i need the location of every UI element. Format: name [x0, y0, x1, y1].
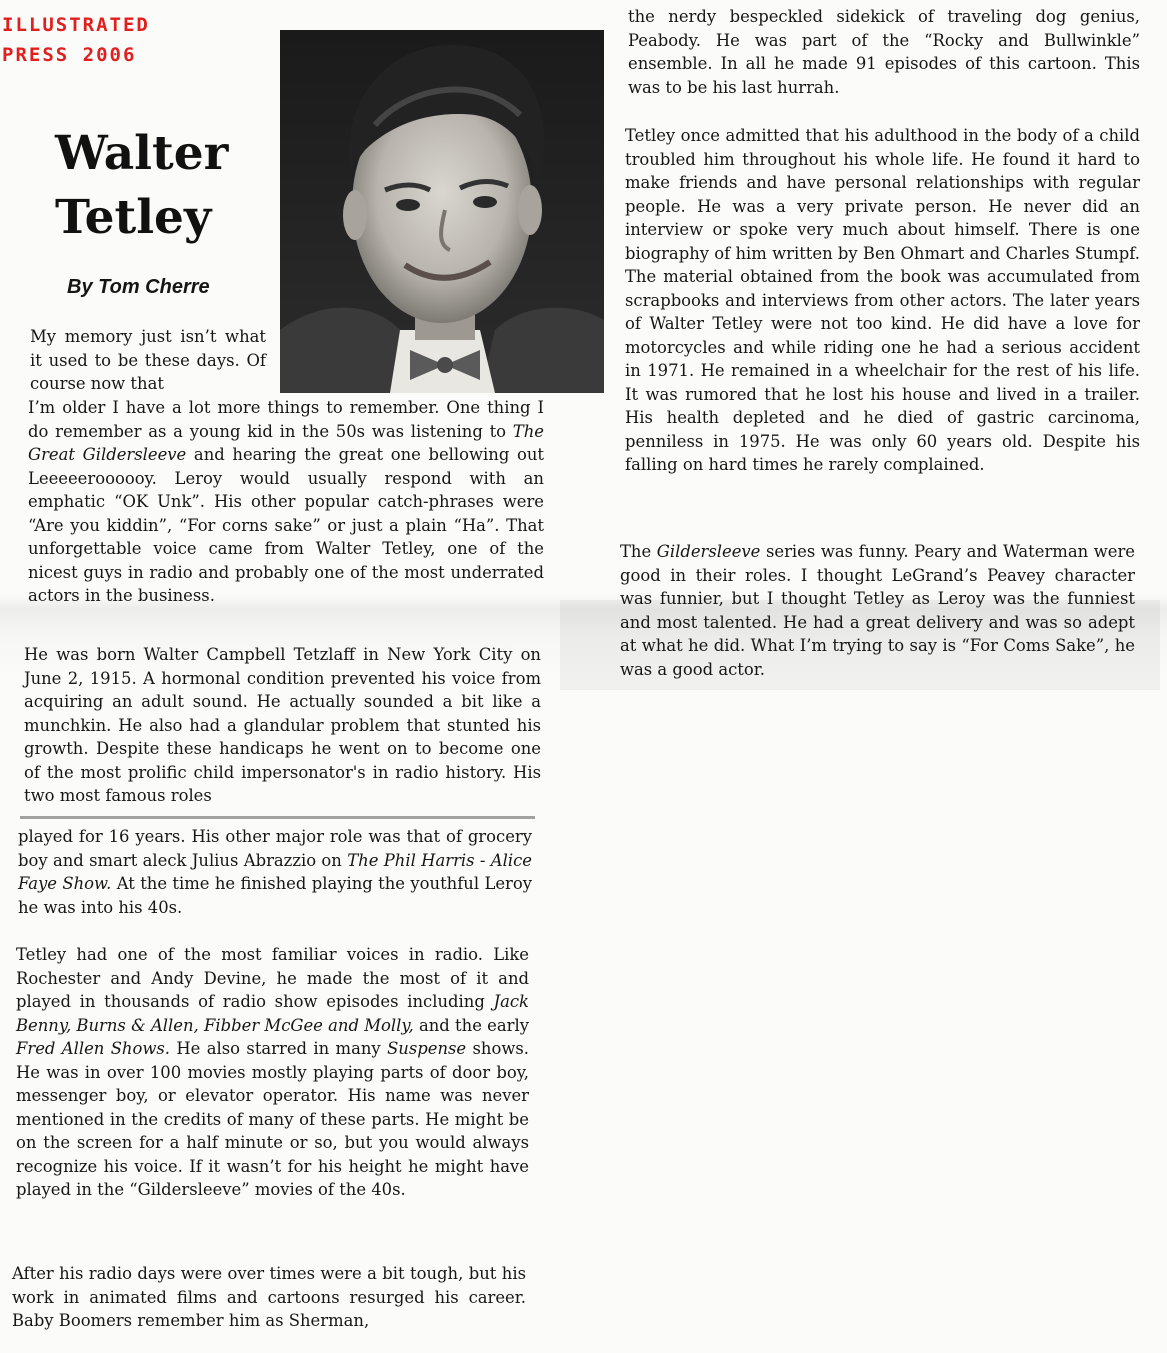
paragraph-3-text-a: played for 16 years. His other major role was that of grocery boy and smart aleck Julius Abrazzio on	[18, 827, 532, 870]
show-title-great-gildersleeve: The Great Gildersleeve	[28, 421, 544, 464]
paragraph-5	[12, 1262, 526, 1333]
title-line-2: Tetley	[55, 190, 212, 245]
masthead	[2, 10, 150, 70]
title-line-1: Walter	[55, 126, 229, 181]
paragraph-8-text-b: series was funny. Peary and Waterman were good in their roles. I thought LeGrand’s Peavey character was funnier, but I thought Tetley as Leroy was the funniest and most talented. He had a great delivery and was so adept at what he did. What I’m trying to say is “For Coms Sake”, he was a good actor.	[620, 542, 1135, 679]
show-title-fred-allen: Fred Allen Shows.	[16, 1039, 171, 1058]
show-titles-list: Jack Benny, Burns & Allen, Fibber McGee and Molly,	[16, 992, 529, 1035]
paragraph-3-text-b: At the time he finished playing the youthful Leroy he was into his 40s.	[18, 874, 532, 917]
paragraph-1-text-a: My memory just isn’t what it used to be these days. Of course now that	[30, 327, 266, 393]
masthead-line-2: PRESS 2006	[2, 44, 137, 66]
paragraph-4-text-b: and the early	[418, 1015, 529, 1035]
portrait-photo	[280, 30, 604, 393]
paragraph-1-text-c: and hearing the great one bellowing out Leeeeeroooooy. Leroy would usually respond with an emphatic “OK Unk”. His other popular catch-phrases were “Are you kiddin”, “For corns sake” or just a plain “Ha”. That unforgettable voice came from Walter Tetley, one of the nicest guys in radio and probably one of the most underrated actors in the business.	[28, 445, 544, 605]
paragraph-4	[16, 943, 529, 1202]
paragraph-5-text: After his radio days were over times were a bit tough, but his work in animated films and cartoons resurged his career. Baby Boomers remember him as Sherman,	[12, 1264, 526, 1330]
paragraph-1-body	[28, 396, 544, 608]
show-title-suspense: Suspense	[387, 1039, 467, 1058]
paragraph-1-text-b: I’m older I have a lot more things to remember. One thing I do remember as a young kid in the 50s was listening to	[28, 398, 544, 441]
show-title-phil-harris: The Phil Harris - Alice Faye Show.	[18, 850, 532, 893]
paragraph-7-text: Tetley once admitted that his adulthood in the body of a child troubled him throughout his whole life. He found it hard to make friends and have personal relationships with regular people. He was a very private person. He never did an interview or spoke very much about himself. There is one biography of him written by Ben Ohmart and Charles Stumpf. The material obtained from the book was accumulated from scrapbooks and interviews from other actors. The later years of Walter Tetley were not too kind. He did have a love for motorcycles and while riding one he had a serious accident in 1971. He remained in a wheelchair for the rest of his life. It was rumored that he lost his house and lived in a trailer. His health depleted and he died of gastric carcinoma, penniless in 1975. He was only 60 years old. Despite his falling on hard times he rarely complained.	[625, 126, 1140, 474]
paragraph-4-text-d: shows. He was in over 100 movies mostly playing parts of door boy, messenger boy, or elevator operator. His name was never mentioned in the credits of many of these parts. He might be on the screen for a half minute or so, but you would always recognize his voice. If it wasn’t for his height he might have played in the “Gildersleeve” movies of the 40s.	[16, 1039, 530, 1199]
paragraph-2-text: He was born Walter Campbell Tetzlaff in New York City on June 2, 1915. A hormonal condition prevented his voice from acquiring an adult sound. He actually sounded a bit like a munchkin. He also had a glandular problem that stunted his growth. Despite these handicaps he went on to become one of the most prolific child impersonator's in radio history. His two most famous roles	[24, 645, 541, 805]
paragraph-6-text: the nerdy bespeckled sidekick of traveling dog genius, Peabody. He was part of the “Rocky and Bullwinkle” ensemble. In all he made 91 episodes of this cartoon. This was to be his last hurrah.	[628, 7, 1140, 97]
byline: By Tom Cherre	[67, 276, 210, 298]
paragraph-8-text-a: The	[620, 542, 652, 561]
paragraph-4-text-a: Tetley had one of the most familiar voices in radio. Like Rochester and Andy Devine, he made the most of it and played in thousands of radio show episodes including	[16, 945, 529, 1011]
paragraph-2	[24, 643, 541, 808]
paragraph-4-text-c: He also starred in many	[176, 1039, 381, 1058]
paragraph-8	[620, 540, 1135, 681]
portrait-image	[280, 30, 604, 393]
clipped-text-line	[20, 812, 535, 822]
paragraph-1-intro	[30, 325, 266, 396]
show-title-gildersleeve: Gildersleeve	[656, 542, 761, 561]
paragraph-3	[18, 825, 532, 919]
article-title	[55, 122, 285, 250]
paragraph-6	[628, 5, 1140, 99]
paragraph-7	[625, 124, 1140, 477]
masthead-line-1: ILLUSTRATED	[2, 14, 150, 36]
